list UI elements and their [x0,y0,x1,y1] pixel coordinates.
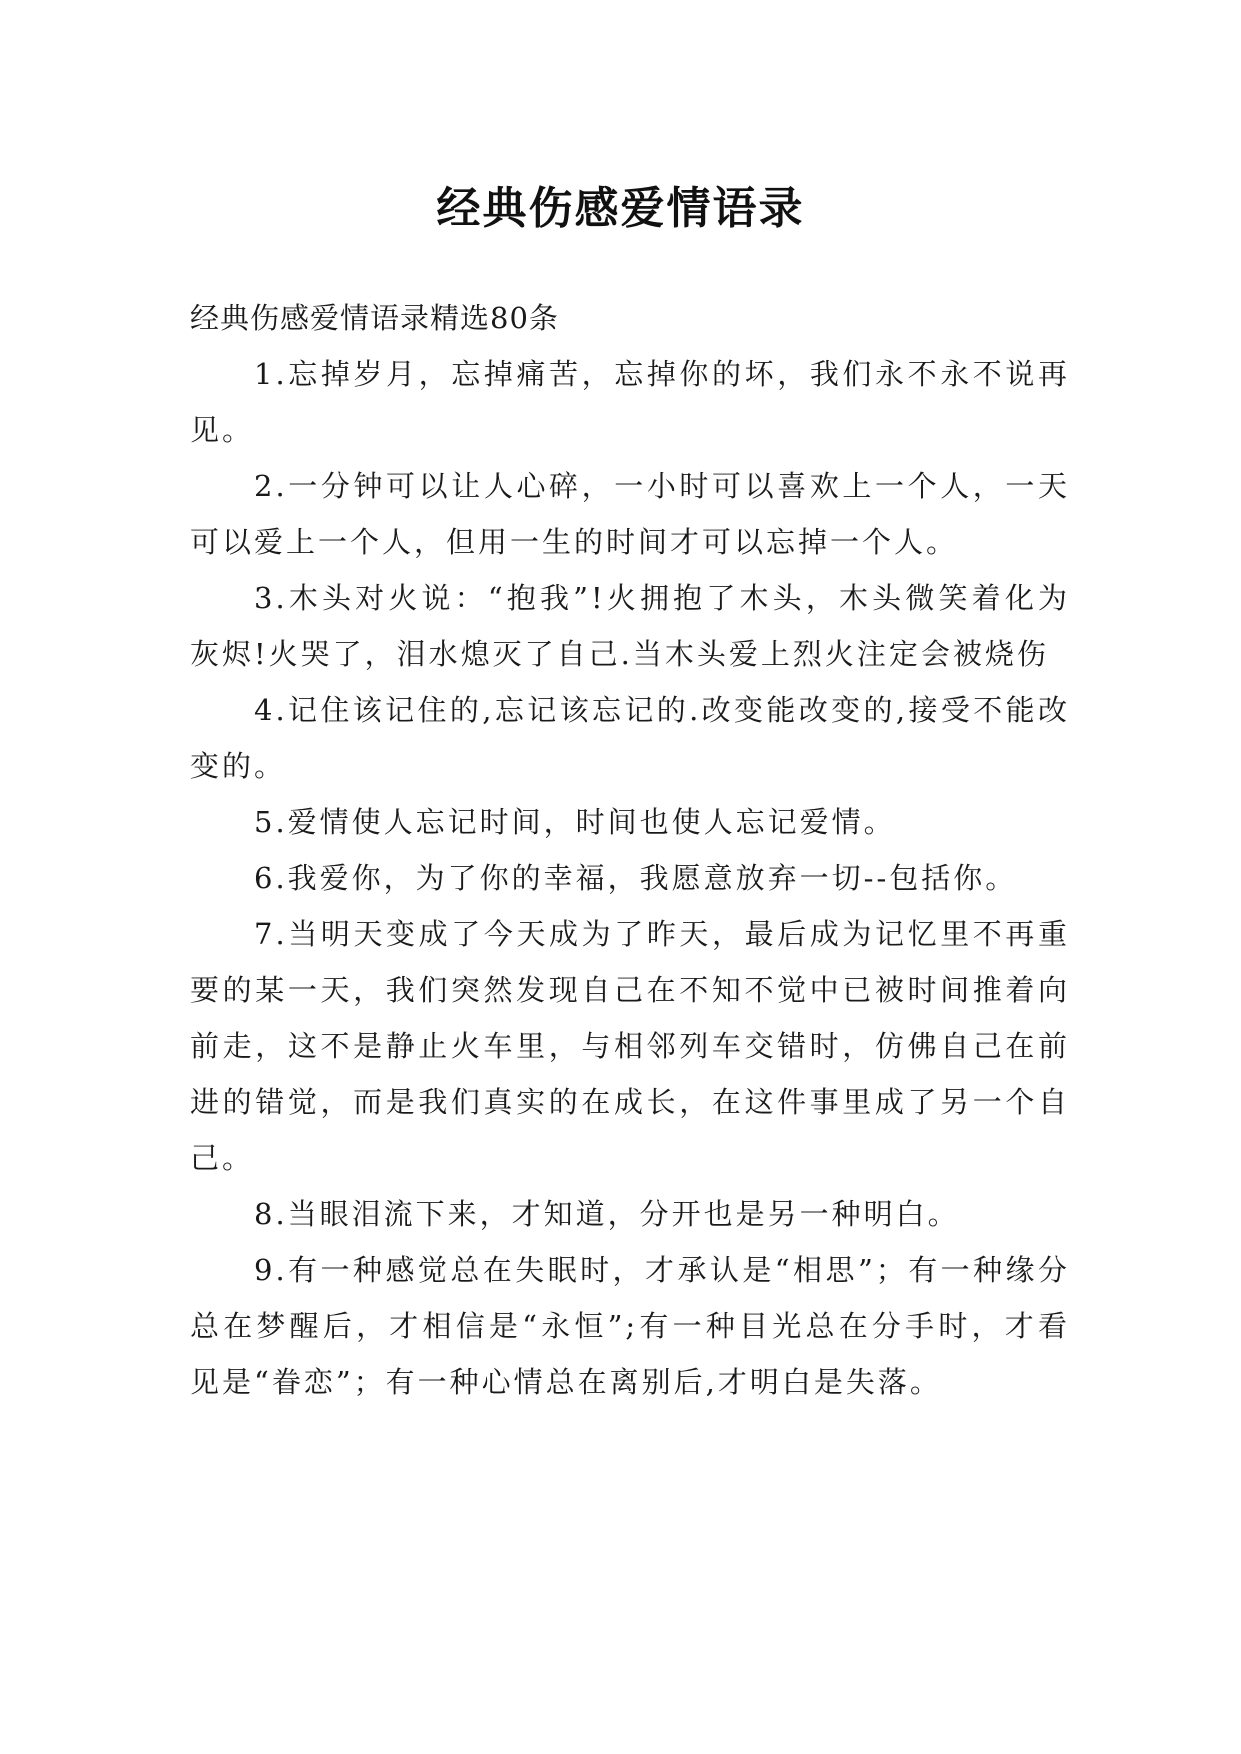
document-subtitle: 经典伤感爱情语录精选80条 [190,301,559,335]
quote-paragraph-5: 5.爱情使人忘记时间，时间也使人忘记爱情。 [254,805,896,839]
quote-paragraph-1: 1.忘掉岁月，忘掉痛苦，忘掉你的坏，我们永不永不说再见。 [190,357,1070,447]
quote-paragraph-3: 3.木头对火说：“抱我”!火拥抱了木头，木头微笑着化为灰烬!火哭了，泪水熄灭了自己.当木头爱上烈火注定会被烧伤 [190,581,1070,671]
page-title: 经典伤感爱情语录 [436,183,805,235]
quote-paragraph-8: 8.当眼泪流下来，才知道，分开也是另一种明白。 [254,1197,960,1231]
quote-paragraph-9: 9.有一种感觉总在失眠时，才承认是“相思”；有一种缘分总在梦醒后，才相信是“永恒”;有一种目光总在分手时，才看见是“眷恋”；有一种心情总在离别后,才明白是失落。 [190,1253,1070,1399]
quote-paragraph-6: 6.我爱你，为了你的幸福，我愿意放弃一切--包括你。 [254,861,1018,895]
quote-paragraph-2: 2.一分钟可以让人心碎，一小时可以喜欢上一个人，一天可以爱上一个人，但用一生的时间才可以忘掉一个人。 [190,469,1070,559]
quote-paragraph-4: 4.记住该记住的,忘记该忘记的.改变能改变的,接受不能改变的。 [190,693,1070,783]
quote-paragraph-7: 7.当明天变成了今天成为了昨天，最后成为记忆里不再重要的某一天，我们突然发现自己在不知不觉中已被时间推着向前走，这不是静止火车里，与相邻列车交错时，仿佛自己在前进的错觉，而是我们真实的在成长，在这件事里成了另一个自己。 [190,917,1070,1175]
document-body [190,290,1070,1410]
